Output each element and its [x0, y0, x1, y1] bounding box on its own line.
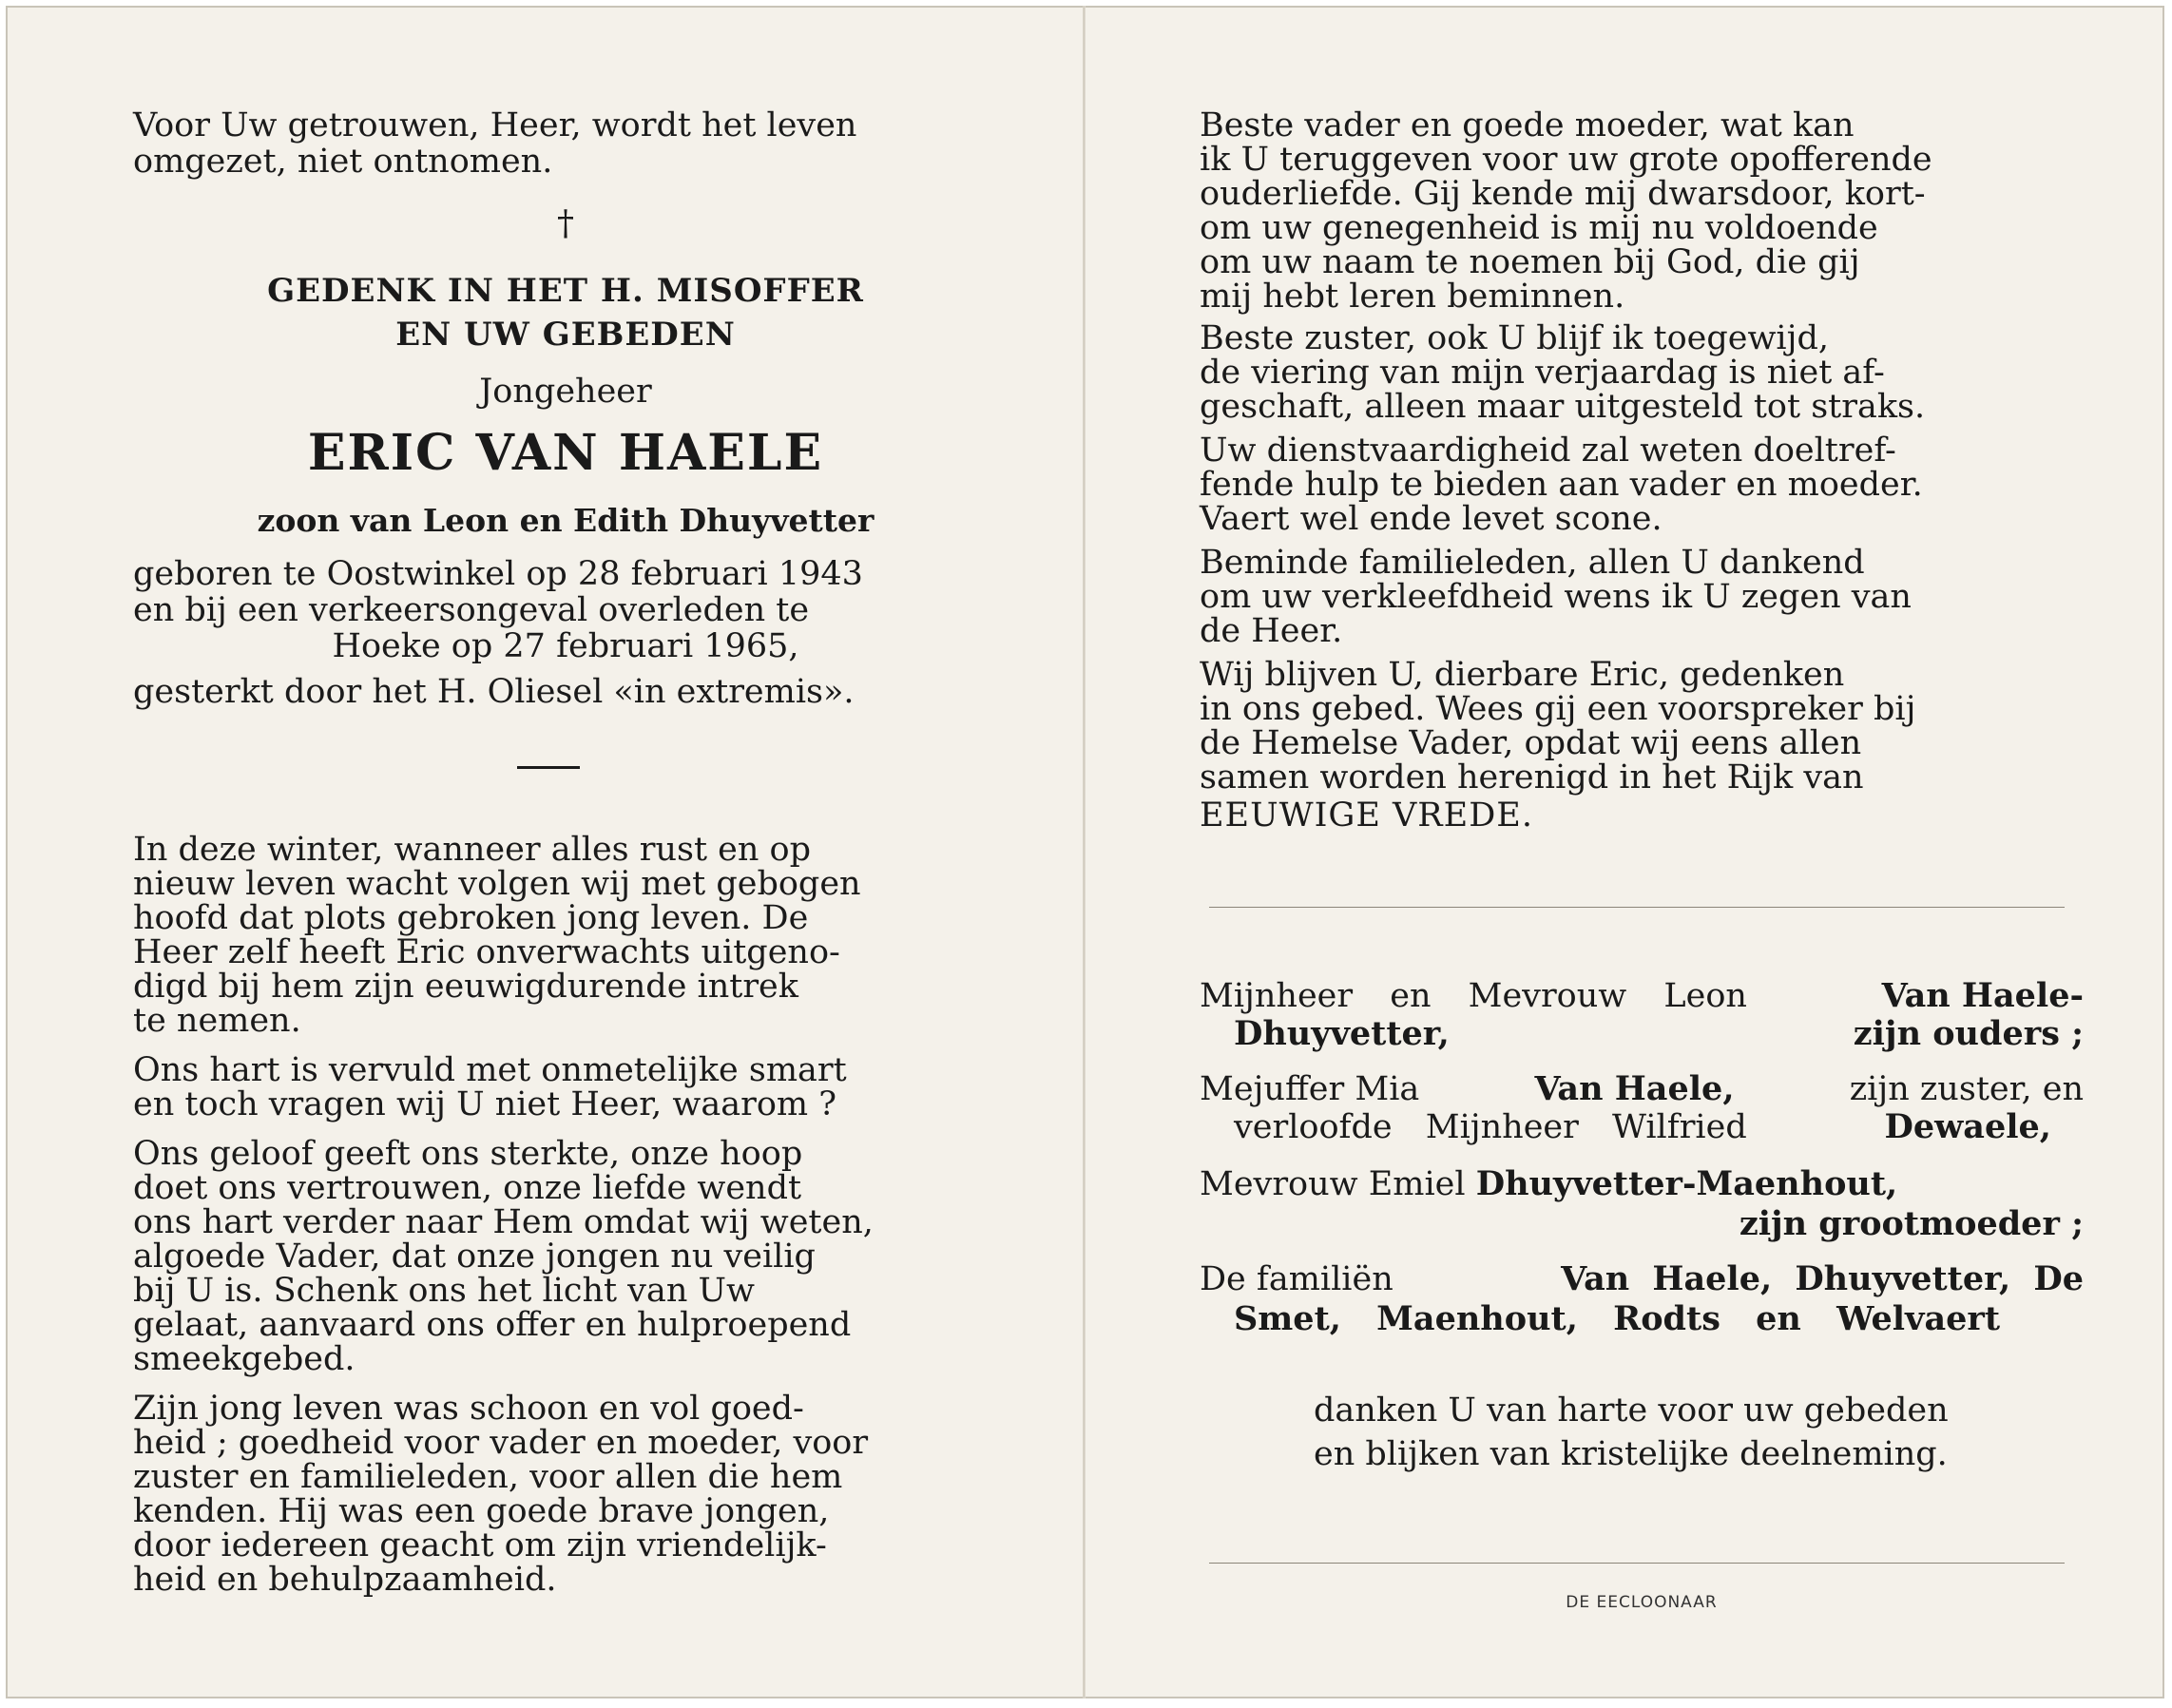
para-3-line-1: Ons geloof geeft ons sterkte, onze hoop [133, 1135, 803, 1173]
cross-symbol: † [557, 204, 574, 243]
family-grandmother-prefix: Mevrouw Emiel [1200, 1165, 1466, 1203]
r-para-2-line-3: geschaft, alleen maar uitgesteld tot straks. [1200, 388, 1926, 426]
para-1-line-1: In deze winter, wanneer alles rust en op [133, 831, 812, 869]
family-relatives-prefix: De familiën [1200, 1260, 1394, 1298]
r-para-4-line-1: Beminde familieleden, allen U dankend [1200, 544, 1865, 582]
para-4-line-6: heid en behulpzaamheid. [133, 1561, 557, 1599]
divider-lower [1209, 1563, 2065, 1564]
thanks-line-2: en blijken van kristelijke deelneming. [1314, 1435, 1948, 1473]
birth-line-2: en bij een verkeersongeval overleden te [133, 591, 810, 629]
para-4-line-2: heid ; goedheid voor vader en moeder, voor [133, 1424, 869, 1462]
family-line-2 [1200, 1014, 2084, 1053]
deceased-name: ERIC VAN HAELE [307, 424, 824, 482]
r-para-1-line-4: om uw genegenheid is mij nu voldoende [1200, 209, 1878, 247]
r-para-1-line-5: om uw naam te noemen bij God, die gij [1200, 243, 1860, 281]
birth-line-3: Hoeke op 27 februari 1965, [332, 627, 799, 665]
r-para-5-line-5: EEUWIGE VREDE. [1200, 796, 1533, 835]
birth-line-1: geboren te Oostwinkel op 28 februari 1943 [133, 555, 863, 593]
para-1-line-3: hoofd dat plots gebroken jong leven. De [133, 899, 809, 937]
para-2-line-1: Ons hart is vervuld met onmetelijke smart [133, 1051, 847, 1089]
r-para-3-line-1: Uw dienstvaardigheid zal weten doeltref- [1200, 432, 1896, 470]
family-line-5 [1200, 1164, 2084, 1203]
r-para-1-line-6: mij hebt leren beminnen. [1200, 278, 1625, 316]
heading-misoffer: GEDENK IN HET H. MISOFFER [267, 272, 864, 310]
parents-line: zoon van Leon en Edith Dhuyvetter [257, 502, 875, 539]
r-para-4-line-3: de Heer. [1200, 612, 1343, 650]
r-para-5-line-2: in ons gebed. Wees gij een voorspreker bij [1200, 690, 1916, 728]
r-para-5-line-1: Wij blijven U, dierbare Eric, gedenken [1200, 656, 1845, 694]
r-para-4-line-2: om uw verkleefdheid wens ik U zegen van [1200, 578, 1912, 616]
epigraph-line-2: omgezet, niet ontnomen. [133, 143, 553, 181]
para-4-line-1: Zijn jong leven was schoon en vol goed- [133, 1390, 804, 1428]
family-line-3 [1200, 1069, 2084, 1108]
family-grandmother-name: Dhuyvetter-Maenhout, [1475, 1164, 1898, 1203]
para-1-line-4: Heer zelf heeft Eric onverwachts uitgeno- [133, 933, 840, 971]
divider-upper [1209, 907, 2065, 908]
family-relatives-names-2: Smet, Maenhout, Rodts en Welvaert [1234, 1299, 2000, 1338]
r-para-5-line-3: de Hemelse Vader, opdat wij eens allen [1200, 724, 1862, 762]
para-1-line-6: te nemen. [133, 1002, 301, 1040]
title-prefix: Jongeheer [479, 373, 652, 411]
card-fold [1083, 6, 1086, 1698]
family-parents-name-2: Dhuyvetter, [1234, 1014, 1450, 1053]
r-para-1-line-3: ouderliefde. Gij kende mij dwarsdoor, kort- [1200, 175, 1926, 213]
para-4-line-3: zuster en familieleden, voor allen die hem [133, 1458, 843, 1496]
family-line-4 [1200, 1107, 2084, 1146]
r-para-3-line-3: Vaert wel ende levet scone. [1200, 500, 1663, 538]
family-relatives-names: Van Haele, Dhuyvetter, De [1561, 1259, 2084, 1298]
family-line-1 [1200, 976, 2084, 1015]
para-4-line-5: door iedereen geacht om zijn vriendelijk- [133, 1526, 827, 1564]
r-para-5-line-4: samen worden herenigd in het Rijk van [1200, 758, 1864, 796]
para-3-line-4: algoede Vader, dat onze jongen nu veilig [133, 1238, 816, 1276]
family-parents-prefix: Mijnheer en Mevrouw Leon [1200, 977, 1747, 1015]
para-3-line-2: doet ons vertrouwen, onze liefde wendt [133, 1169, 802, 1207]
para-2-line-2: en toch vragen wij U niet Heer, waarom ? [133, 1085, 836, 1123]
r-para-2-line-2: de viering van mijn verjaardag is niet af- [1200, 354, 1885, 392]
family-parents-role: zijn ouders ; [1853, 1014, 2084, 1053]
family-line-7 [1200, 1259, 2084, 1298]
family-fiance-prefix: verloofde Mijnheer Wilfried [1234, 1108, 1747, 1146]
family-parents-name: Van Haele- [1881, 976, 2084, 1015]
family-fiance-name: Dewaele, [1884, 1107, 2051, 1146]
epigraph-line-1: Voor Uw getrouwen, Heer, wordt het leven [133, 106, 857, 144]
short-divider [517, 766, 580, 769]
para-1-line-5: digd bij hem zijn eeuwigdurende intrek [133, 968, 798, 1006]
printer-mark: DE EECLOONAAR [1566, 1593, 1718, 1612]
para-4-line-4: kenden. Hij was een goede brave jongen, [133, 1492, 830, 1530]
r-para-2-line-1: Beste zuster, ook U blijf ik toegewijd, [1200, 319, 1830, 357]
r-para-1-line-2: ik U teruggeven voor uw grote opofferende [1200, 141, 1932, 179]
family-sister-name: Van Haele, [1534, 1069, 1735, 1108]
r-para-1-line-1: Beste vader en goede moeder, wat kan [1200, 106, 1855, 144]
family-sister-role: zijn zuster, en [1849, 1070, 2084, 1108]
para-3-line-3: ons hart verder naar Hem omdat wij weten, [133, 1203, 874, 1241]
para-3-line-7: smeekgebed. [133, 1340, 356, 1378]
family-grandmother-role: zijn grootmoeder ; [1739, 1204, 2084, 1243]
r-para-3-line-2: fende hulp te bieden aan vader en moeder. [1200, 466, 1923, 504]
thanks-line-1: danken U van harte voor uw gebeden [1314, 1391, 1949, 1430]
para-1-line-2: nieuw leven wacht volgen wij met gebogen [133, 865, 861, 903]
para-3-line-6: gelaat, aanvaard ons offer en hulproepend [133, 1306, 852, 1344]
birth-line-4: gesterkt door het H. Oliesel «in extremis». [133, 673, 855, 711]
family-sister-prefix: Mejuffer Mia [1200, 1070, 1420, 1108]
para-3-line-5: bij U is. Schenk ons het licht van Uw [133, 1272, 755, 1310]
heading-gebeden: EN UW GEBEDEN [395, 316, 736, 354]
